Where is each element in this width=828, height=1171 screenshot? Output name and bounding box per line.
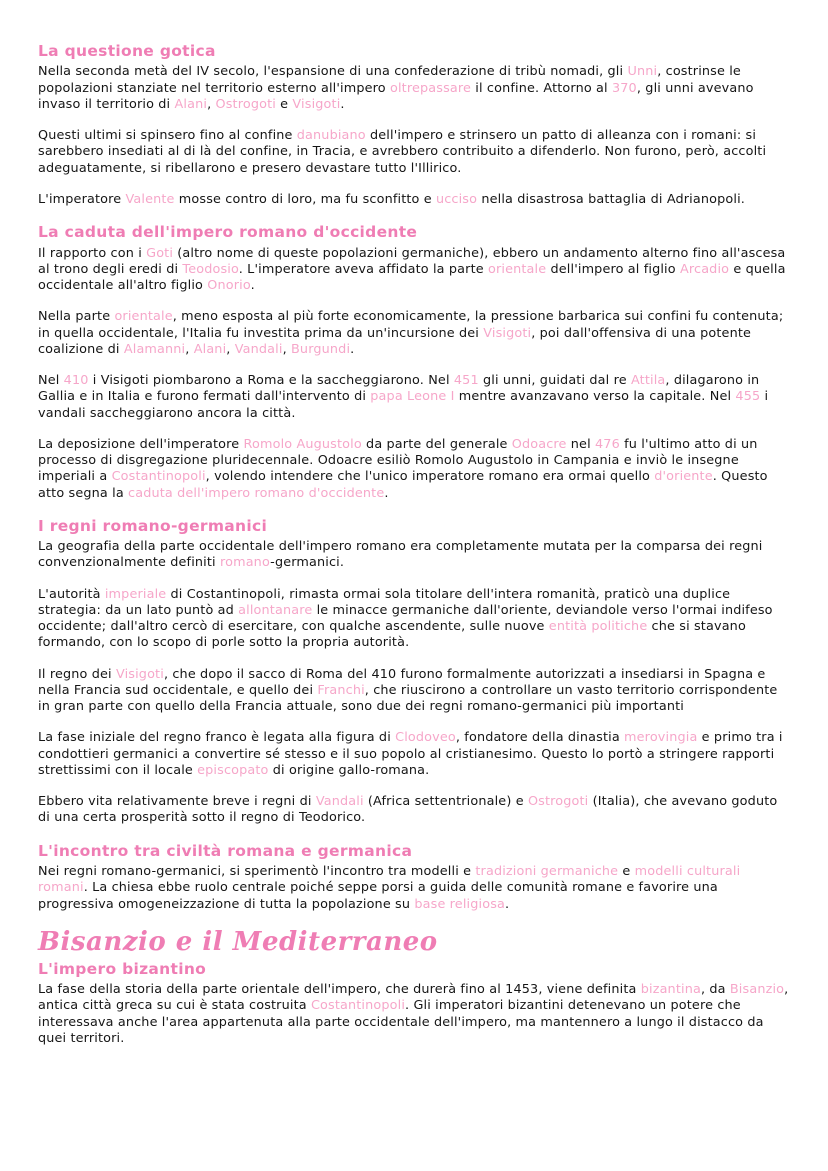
highlighted-text: Bisanzio xyxy=(729,982,785,998)
highlighted-text: Franchi xyxy=(317,682,365,698)
text-segment: , volendo intendere che l'unico imperatore romano era ormai quello xyxy=(205,469,655,485)
paragraph xyxy=(38,794,790,827)
text-segment: nel xyxy=(566,436,596,452)
highlighted-text: Costantinopoli xyxy=(111,469,206,485)
text-segment: . Gli imperatori bizantini detenevano un potere che interessava anche l'area appartenuta alla parte occidentale dell'impero, ma mantennero a lungo il distacco da quei territori. xyxy=(38,998,764,1046)
text-segment: Il regno dei xyxy=(38,666,116,682)
text-segment: Ebbero vita relativamente breve i regni di xyxy=(38,794,316,810)
highlighted-text: Teodosio xyxy=(182,261,239,277)
text-segment: (Africa settentrionale) e xyxy=(363,794,528,810)
highlighted-text: orientale xyxy=(114,309,173,325)
paragraph xyxy=(38,864,790,913)
highlighted-text: 370 xyxy=(611,80,637,96)
highlighted-text: ucciso xyxy=(435,191,478,207)
highlighted-text: danubiano xyxy=(296,128,366,144)
highlighted-text: entità politiche xyxy=(548,619,648,635)
highlighted-text: 410 xyxy=(63,373,89,388)
text-segment: Nei regni romano-germanici, si sperimentò l'incontro tra modelli e xyxy=(38,864,476,879)
text-segment: . xyxy=(250,278,255,293)
text-segment: (Italia), che avevano goduto di una certa prosperità sotto il regno di Teodorico. xyxy=(38,794,778,826)
paragraph xyxy=(38,730,790,779)
highlighted-text: Ostrogoti xyxy=(527,794,589,810)
highlighted-text: Ostrogoti xyxy=(215,96,276,112)
highlighted-text: Clodoveo xyxy=(395,730,456,746)
highlighted-text: Valente xyxy=(125,191,175,207)
text-segment: , gli unni avevano invaso il territorio di xyxy=(38,80,754,112)
text-segment: , xyxy=(207,96,216,112)
highlighted-text: 476 xyxy=(595,436,620,452)
section-heading: L'incontro tra civiltà romana e germanica xyxy=(38,841,413,860)
paragraph xyxy=(38,246,790,295)
text-segment: , dilagarono in Gallia e in Italia e furono fermati dall'intervento di xyxy=(38,373,760,405)
text-segment: nella disastrosa battaglia di Adrianopoli. xyxy=(477,191,746,207)
highlighted-text: Vandali xyxy=(234,341,283,357)
highlighted-text: 455 xyxy=(735,389,761,405)
highlighted-text: base religiosa xyxy=(414,896,506,912)
text-segment: , xyxy=(282,341,291,357)
highlighted-text: orientale xyxy=(487,261,547,277)
paragraph xyxy=(38,309,790,358)
text-segment: . xyxy=(384,485,389,501)
text-segment: dell'impero e strinsero un patto di alleanza con i romani: si sarebbero insediati al di là del confine, in Tracia, e avrebbero contribuito a difenderlo. Non furono, però, accolti adeguatamente, si ribellarono e presero devastare tutto l'Illirico. xyxy=(38,128,767,176)
highlighted-text: tradizioni germaniche xyxy=(475,864,619,879)
highlighted-text: episcopato xyxy=(197,762,269,778)
text-segment: La fase della storia della parte orientale dell'impero, che durerà fino al 1453, viene definita xyxy=(38,982,641,998)
highlighted-text: bizantina xyxy=(640,982,701,998)
text-segment: La fase iniziale del regno franco è legata alla figura di xyxy=(38,730,396,746)
paragraph xyxy=(38,667,790,716)
text-segment: Il rapporto con i xyxy=(38,245,147,261)
text-segment: . L'imperatore aveva affidato la parte xyxy=(238,261,488,277)
highlighted-text: Visigoti xyxy=(483,325,532,341)
highlighted-text: Arcadio xyxy=(679,261,730,277)
highlighted-text: modelli culturali romani xyxy=(38,864,741,896)
text-segment: , xyxy=(185,341,194,357)
highlighted-text: Alamanni xyxy=(123,341,186,357)
text-segment: , che dopo il sacco di Roma del 410 furono formalmente autorizzati a insediarsi in Spagna e nella Francia sud occidentale, e quello dei xyxy=(38,666,766,698)
text-segment: L'imperatore xyxy=(38,191,126,207)
section-heading: La caduta dell'impero romano d'occidente xyxy=(38,223,418,242)
section-heading: La questione gotica xyxy=(38,42,216,60)
highlighted-text: d'oriente xyxy=(654,469,713,485)
highlighted-text: Burgundi xyxy=(291,341,351,357)
text-segment: da parte del generale xyxy=(361,436,512,452)
text-segment: , meno esposta al più forte economicamente, la pressione barbarica sui confini fu contenuta; in quella occidentale, l'Italia fu investita prima da un'incursione dei xyxy=(38,309,784,341)
text-segment: mentre avanzavano verso la capitale. Nel xyxy=(454,389,736,405)
paragraph xyxy=(38,373,790,422)
highlighted-text: papa Leone I xyxy=(370,389,455,405)
paragraph xyxy=(38,64,790,113)
text-segment: . xyxy=(505,896,510,912)
text-segment: e xyxy=(618,864,635,879)
text-segment: , poi dall'offensiva di una potente coalizione di xyxy=(38,325,752,357)
section-heading: L'impero bizantino xyxy=(38,959,207,978)
text-segment: . xyxy=(340,96,345,112)
highlighted-text: 451 xyxy=(453,373,479,388)
document-blocks xyxy=(38,42,790,1047)
text-segment: e xyxy=(275,96,293,112)
highlighted-text: caduta dell'impero romano d'occidente xyxy=(128,485,385,501)
highlighted-text: romano xyxy=(219,555,271,571)
text-segment: , che riuscirono a controllare un vasto territorio corrispondente in gran parte con quello della Francia attuale, sono due dei regni romano-germanici più importanti xyxy=(38,682,778,715)
text-segment: di Costantinopoli, rimasta ormai sola titolare dell'intera romanità, praticò una duplice strategia: da un lato puntò ad xyxy=(38,586,731,618)
text-segment: La deposizione dell'imperatore xyxy=(38,436,244,452)
text-segment: , da xyxy=(700,982,730,998)
paragraph xyxy=(38,539,790,572)
highlighted-text: imperiale xyxy=(104,586,167,602)
text-segment: La geografia della parte occidentale dell'impero romano era completamente mutata per la comparsa dei regni convenzionalmente definiti xyxy=(38,539,763,571)
text-segment: , xyxy=(226,341,235,357)
text-segment: il confine. Attorno al xyxy=(471,80,612,96)
highlighted-text: Goti xyxy=(146,245,174,261)
paragraph xyxy=(38,192,790,208)
highlighted-text: Attila xyxy=(630,373,666,388)
text-segment: gli unni, guidati dal re xyxy=(478,373,631,388)
text-segment: fu l'ultimo atto di un processo di disgregazione pluridecennale. Odoacre esiliò Romolo Augustolo in Campania e inviò le insegne imperiali a xyxy=(38,436,758,485)
text-segment: Questi ultimi si spinsero fino al confine xyxy=(38,128,297,144)
highlighted-text: Costantinopoli xyxy=(310,998,406,1014)
highlighted-text: Visigoti xyxy=(115,666,164,682)
text-segment: dell'impero al figlio xyxy=(546,261,680,277)
text-segment: , antica città greca su cui è stata costruita xyxy=(38,982,789,1014)
text-segment: i Visigoti piombarono a Roma e la saccheggiarono. Nel xyxy=(88,373,454,388)
highlighted-text: Unni xyxy=(627,64,658,80)
text-segment: Nella seconda metà del IV secolo, l'espansione di una confederazione di tribù nomadi, gli xyxy=(38,64,628,80)
highlighted-text: Alani xyxy=(174,96,208,112)
text-segment: -germanici. xyxy=(270,555,345,571)
text-segment: Nel xyxy=(38,373,64,388)
text-segment: . xyxy=(350,341,355,357)
text-segment: e primo tra i condottieri germanici a convertire sé stesso e il suo popolo al cristianesimo. Questo lo portò a stringere rapporti strettissimi con il locale xyxy=(38,730,783,778)
highlighted-text: oltrepassare xyxy=(390,80,472,96)
section-heading: I regni romano-germanici xyxy=(38,516,268,535)
text-segment: e quella occidentale all'altro figlio xyxy=(38,261,786,293)
text-segment: i vandali saccheggiarono ancora la città. xyxy=(38,389,769,421)
text-segment: mosse contro di loro, ma fu sconfitto e xyxy=(174,191,436,207)
paragraph xyxy=(38,128,790,177)
text-segment: . Questo atto segna la xyxy=(38,469,768,501)
highlighted-text: Romolo Augustolo xyxy=(243,436,362,452)
text-segment: . La chiesa ebbe ruolo centrale poiché seppe porsi a guida delle comunità romane e favorire una progressiva omogeneizzazione di tutta la popolazione su xyxy=(38,880,718,912)
text-segment: che si stavano formando, con lo scopo di porle sotto la propria autorità. xyxy=(38,619,746,651)
highlighted-text: Onorio xyxy=(207,278,251,293)
highlighted-text: merovingia xyxy=(624,730,698,746)
text-segment: Nella parte xyxy=(38,309,115,325)
text-segment: di origine gallo-romana. xyxy=(268,762,430,778)
paragraph xyxy=(38,437,790,502)
highlighted-text: Visigoti xyxy=(292,96,341,112)
text-segment: , fondatore della dinastia xyxy=(455,730,625,746)
highlighted-text: allontanare xyxy=(238,602,313,618)
highlighted-text: Odoacre xyxy=(511,436,567,452)
text-segment: (altro nome di queste popolazioni germaniche), ebbero un andamento alterno fino all'ascesa al trono degli eredi di xyxy=(38,245,786,277)
text-segment: , costrinse le popolazioni stanziate nel territorio esterno all'impero xyxy=(38,64,741,96)
section-title-script: Bisanzio e il Mediterraneo xyxy=(38,926,438,957)
paragraph xyxy=(38,587,790,652)
highlighted-text: Alani xyxy=(193,341,227,357)
highlighted-text: Vandali xyxy=(315,794,364,810)
text-segment: L'autorità xyxy=(38,586,105,602)
paragraph xyxy=(38,982,790,1047)
text-segment: le minacce germaniche dall'oriente, deviandole verso l'ormai indifeso occidente; dall'altro cercò di esercitare, con qualche ascendente, sulle nuove xyxy=(38,602,773,635)
